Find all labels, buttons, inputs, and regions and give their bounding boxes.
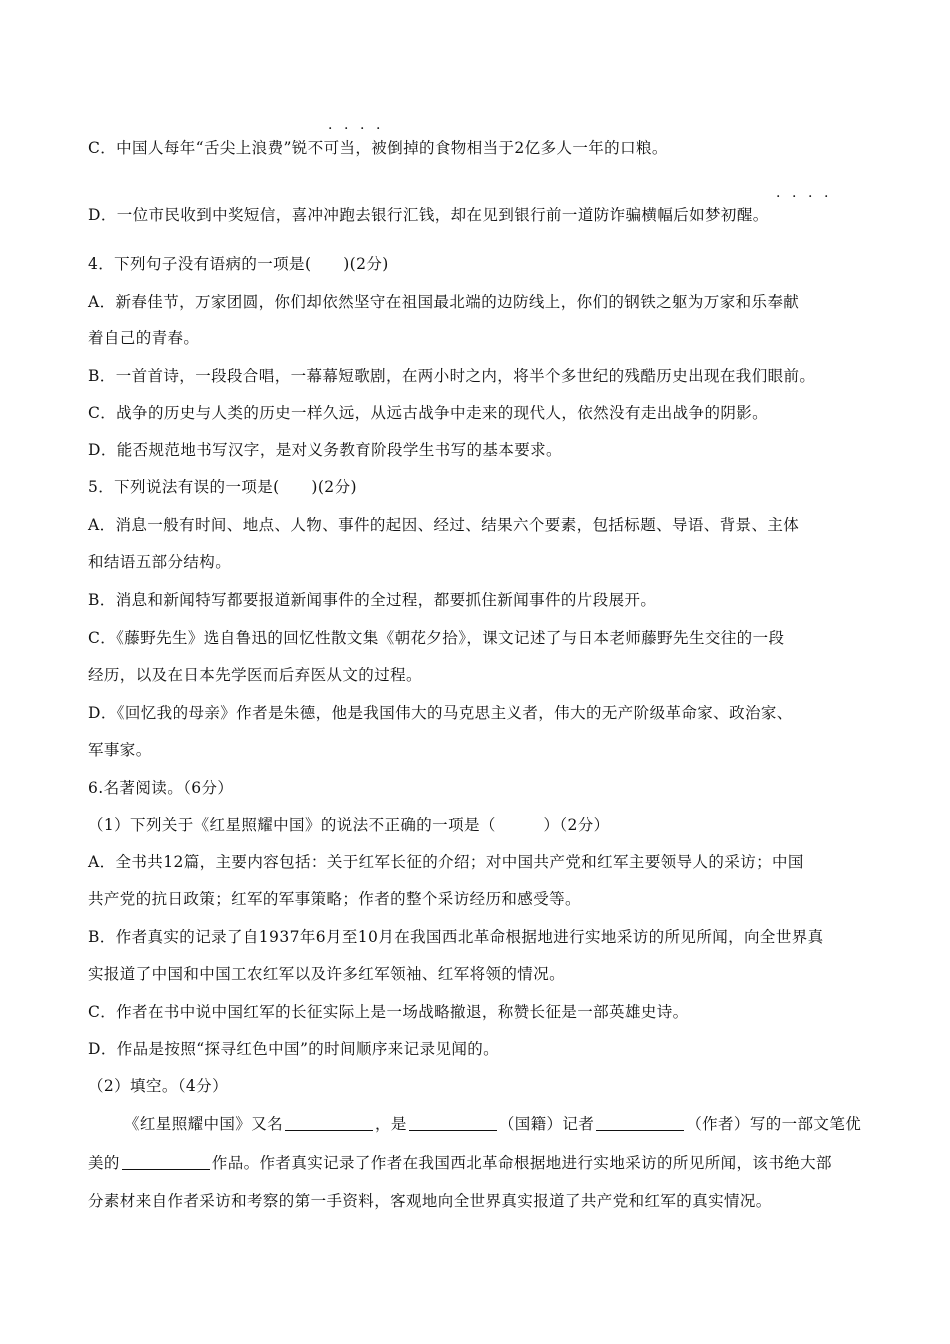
emphasis-dot: ·	[344, 121, 349, 137]
emphasis-dot: ·	[328, 121, 333, 137]
fill-blank-2[interactable]	[409, 1114, 497, 1131]
fill-text: （国籍）记者	[498, 1115, 595, 1133]
q6-part1-option-b-line1: B．作者真实的记录了自1937年6月至10月在我国西北革命根据地进行实地采访的所见所闻，向全世界真	[88, 928, 824, 946]
q5-option-d-line1: D．《回忆我的母亲》作者是朱德，他是我国伟大的马克思主义者，伟大的无产阶级革命家、政治家、	[88, 704, 793, 722]
q5-option-b: B．消息和新闻特写都要报道新闻事件的全过程，都要抓住新闻事件的片段展开。	[88, 591, 657, 609]
q3-option-c: C．中国人每年“舌尖上浪费”锐不可当，被倒掉的食物相当于2亿多人一年的口粮。	[88, 139, 668, 157]
fill-blank-3[interactable]	[596, 1114, 684, 1131]
fill-blank-1[interactable]	[285, 1114, 373, 1131]
emphasis-dot: ·	[824, 189, 829, 205]
q5-option-d-line2: 军事家。	[88, 741, 152, 759]
fill-text: ，是	[375, 1115, 407, 1133]
fill-text: 作品。作者真实记录了作者在我国西北革命根据地进行实地采访的所见所闻，该书绝大部	[211, 1154, 832, 1172]
emphasis-dot: ·	[808, 189, 813, 205]
emphasis-dot: ·	[376, 121, 381, 137]
emphasis-dot: ·	[792, 189, 797, 205]
fill-text: 《红星照耀中国》又名	[124, 1115, 284, 1133]
q4-option-c: C．战争的历史与人类的历史一样久远，从远古战争中走来的现代人，依然没有走出战争的阴影。	[88, 404, 769, 422]
q4-option-d: D．能否规范地书写汉字，是对义务教育阶段学生书写的基本要求。	[88, 441, 562, 459]
q5-stem: 5．下列说法有误的一项是( )(2分)	[88, 478, 357, 496]
q6-stem: 6.名著阅读。（6分）	[88, 779, 234, 797]
q5-option-c-line1: C．《藤野先生》选自鲁迅的回忆性散文集《朝花夕拾》，课文记述了与日本老师藤野先生交往的一段	[88, 629, 785, 647]
q6-part2-stem: （2）填空。（4分）	[88, 1077, 228, 1095]
q6-part2-line2	[88, 1151, 832, 1173]
q6-part2-line1	[124, 1112, 861, 1134]
emphasis-dot: ·	[360, 121, 365, 137]
q3-option-d: D．一位市民收到中奖短信，喜冲冲跑去银行汇钱，却在见到银行前一道防诈骗横幅后如梦初醒。	[88, 206, 769, 224]
q4-option-a-line2: 着自己的青春。	[88, 329, 200, 347]
q4-option-a-line1: A．新春佳节，万家团圆，你们却依然坚守在祖国最北端的边防线上，你们的钢铁之躯为万家和乐奉献	[88, 293, 800, 311]
q4-stem: 4．下列句子没有语病的一项是( )(2分)	[88, 255, 389, 273]
q6-part1-option-d: D．作品是按照“探寻红色中国”的时间顺序来记录见闻的。	[88, 1040, 500, 1058]
q6-part1-stem: （1）下列关于《红星照耀中国》的说法不正确的一项是（ ）（2分）	[88, 816, 610, 834]
fill-text: 美的	[88, 1154, 120, 1172]
q6-part1-option-a-line1: A．全书共12篇，主要内容包括：关于红军长征的介绍；对中国共产党和红军主要领导人的采访；中国	[88, 853, 804, 871]
fill-blank-4[interactable]	[122, 1153, 210, 1170]
q5-option-a-line2: 和结语五部分结构。	[88, 553, 232, 571]
emphasis-dot: ·	[776, 189, 781, 205]
q5-option-c-line2: 经历，以及在日本先学医而后弃医从文的过程。	[88, 666, 422, 684]
q6-part1-option-c: C．作者在书中说中国红军的长征实际上是一场战略撤退，称赞长征是一部英雄史诗。	[88, 1003, 689, 1021]
fill-text: （作者）写的一部文笔优	[686, 1115, 862, 1133]
q4-option-b: B．一首首诗，一段段合唱，一幕幕短歌剧，在两小时之内，将半个多世纪的残酷历史出现在我们眼前。	[88, 367, 816, 385]
q6-part2-line3: 分素材来自作者采访和考察的第一手资料，客观地向全世界真实报道了共产党和红军的真实情况。	[88, 1192, 772, 1210]
q6-part1-option-b-line2: 实报道了中国和中国工农红军以及许多红军领袖、红军将领的情况。	[88, 965, 566, 983]
q6-part1-option-a-line2: 共产党的抗日政策；红军的军事策略；作者的整个采访经历和感受等。	[88, 890, 581, 908]
q5-option-a-line1: A．消息一般有时间、地点、人物、事件的起因、经过、结果六个要素，包括标题、导语、背景、主体	[88, 516, 800, 534]
